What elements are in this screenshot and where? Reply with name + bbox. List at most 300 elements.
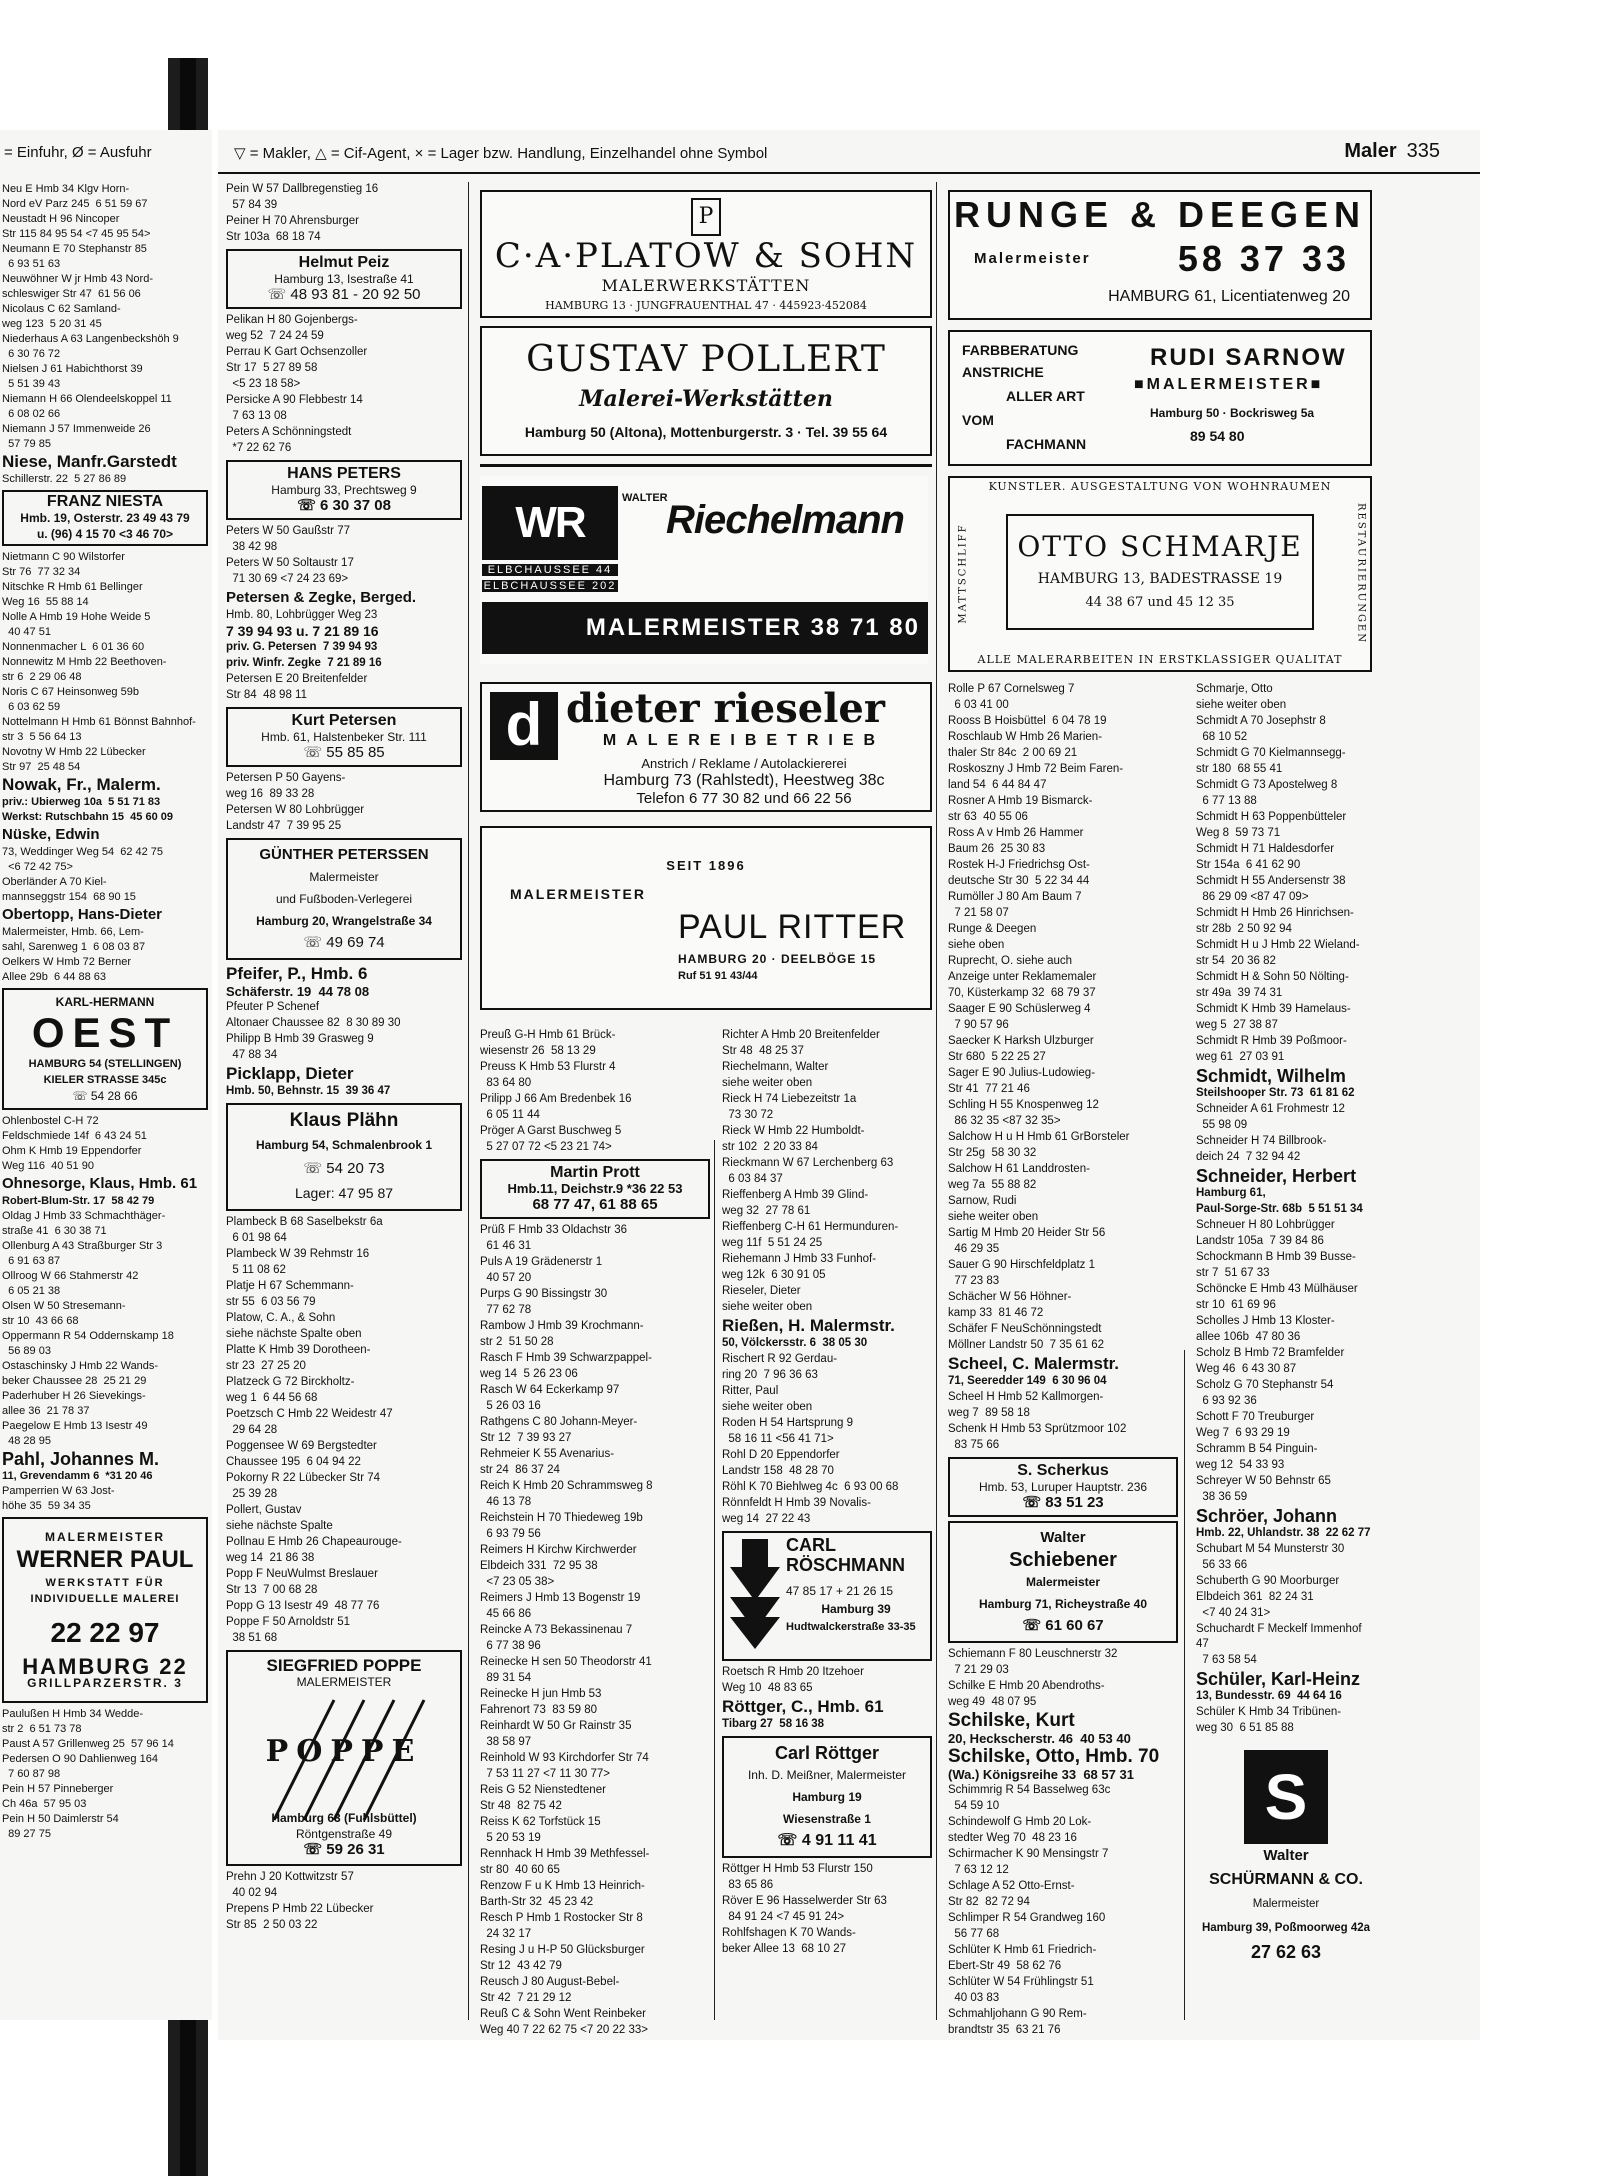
listing-line: 6 03 62 59 (2, 701, 61, 713)
column-5 (1196, 682, 1376, 1964)
col5-list-e (1196, 1705, 1376, 1736)
listing-line: Schlüter W 54 Frühlingstr 51 (948, 1976, 1094, 1988)
col3-list-a (722, 1028, 932, 1315)
mp-name: Martin Prott (550, 1164, 640, 1181)
listing-line: Str 84 48 98 11 (226, 689, 307, 701)
crt-line3: Wiesenstraße 1 (783, 1812, 871, 1826)
header-rule (218, 172, 1480, 174)
listing-line: Olsen W 50 Stresemann- (2, 1300, 126, 1312)
listing-petersen-zegke: Petersen & Zegke, Berged. (226, 589, 417, 606)
listing-line: Schlimper R 54 Grandweg 160 (948, 1912, 1106, 1924)
riech-tel: MALERMEISTER 38 71 80 (482, 602, 928, 654)
listing-line: Reimers J Hmb 13 Bogenstr 19 (480, 1592, 641, 1604)
listing-line: Pein H 50 Daimlerstr 54 (2, 1813, 119, 1825)
ad-s-scherkus (948, 1457, 1178, 1517)
listing-line: Roskoszny J Hmb 72 Beim Faren- (948, 763, 1124, 775)
listing-line: str 2 6 51 73 78 (2, 1723, 82, 1735)
listing-line: 56 77 68 (948, 1928, 1000, 1940)
ritter-name: PAUL RITTER (678, 908, 907, 946)
listing-line: 40 47 51 (2, 626, 51, 638)
pfeifer-line1: Schäferstr. 19 44 78 08 (226, 984, 370, 999)
os-top: KUNSTLER. AUSGESTALTUNG VON WOHNRAUMEN (988, 480, 1332, 493)
listing-line: Str 115 84 95 54 <7 45 95 54> (2, 228, 151, 240)
rs-tel: 89 54 80 (1190, 428, 1245, 444)
peiz-tel-text: 48 93 81 - 20 92 50 (290, 286, 421, 303)
listing-line: Richter A Hmb 20 Breitenfelder (722, 1029, 880, 1041)
listing-line: Reimers H Kirchw Kirchwerder (480, 1544, 637, 1556)
listing-line: Reinecke H jun Hmb 53 (480, 1688, 602, 1700)
col-separator-mid (714, 1140, 715, 2020)
listing-line: 45 66 86 (480, 1608, 532, 1620)
schilske-otto-line1: (Wa.) Königsreihe 33 68 57 31 (948, 1767, 1134, 1782)
listing-line: 71 30 69 <7 24 23 69> (226, 573, 349, 585)
listing-line: Rennhack H Hmb 39 Methfessel- (480, 1848, 650, 1860)
obertopp-line1: Malermeister, Hmb. 66, Lem- (2, 926, 144, 938)
ritter-addr: HAMBURG 20 · DEELBÖGE 15 (678, 952, 877, 966)
listing-line: Reinhardt W 50 Gr Rainstr 35 (480, 1720, 632, 1732)
listing-line: Novotny W Hmb 22 Lübecker (2, 746, 146, 758)
ad-carl-roeschmann (722, 1531, 932, 1661)
main-page (218, 130, 1480, 2040)
listing-line: str 10 43 66 68 (2, 1315, 79, 1327)
listing-line: 6 93 51 63 (2, 258, 61, 270)
previous-page (0, 130, 212, 2020)
listing-line: Str 154a 6 41 62 90 (1196, 859, 1301, 871)
ad-otto-schmarje (948, 476, 1372, 672)
listing-line: Pedersen O 90 Dahlienweg 164 (2, 1753, 158, 1765)
listing-line: Neumann E 70 Stephanstr 85 (2, 243, 147, 255)
listing-line: Schmahljohann G 90 Rem- (948, 2008, 1087, 2020)
listing-obertopp: Obertopp, Hans-Dieter (2, 906, 163, 923)
col-separator-3 (1184, 1350, 1185, 2020)
listing-line: Puls A 19 Grädenerstr 1 (480, 1256, 603, 1268)
listing-line: deich 24 7 32 94 42 (1196, 1151, 1301, 1163)
listing-line: Schmarje, Otto (1196, 683, 1273, 695)
rs-name: RUDI SARNOW (1150, 344, 1347, 371)
listing-line: Oldag J Hmb 33 Schmachthäger- (2, 1210, 166, 1222)
listing-line: 29 64 28 (226, 1424, 278, 1436)
listing-line: Möllner Landstr 50 7 35 61 62 (948, 1339, 1104, 1351)
listing-line: Weg 16 55 88 14 (2, 596, 89, 608)
cr-name2: RÖSCHMANN (786, 1555, 905, 1575)
listing-line: straße 41 6 30 38 71 (2, 1225, 107, 1237)
mp-line1: Hmb.11, Deichstr.9 *36 22 53 (507, 1181, 683, 1196)
listing-line: weg 1 6 44 56 68 (226, 1392, 318, 1404)
listing-line: Feldschmiede 14f 6 43 24 51 (2, 1130, 147, 1142)
listing-line: siehe nächste Spalte (226, 1520, 333, 1532)
oest-line1: HAMBURG 54 (STELLINGEN) (28, 1058, 182, 1070)
oest-name: OEST (31, 1009, 179, 1056)
listing-line: Pokorny R 22 Lübecker Str 74 (226, 1472, 381, 1484)
listing-line: siehe nächste Spalte oben (226, 1328, 362, 1340)
listing-line: Landstr 158 48 28 70 (722, 1465, 834, 1477)
crt-tel-text: 4 91 11 41 (801, 1832, 877, 1849)
left-list-2 (2, 550, 208, 774)
listing-line: Röhl K 70 Biehlweg 4c 6 93 00 68 (722, 1481, 899, 1493)
listing-line: 7 63 12 12 (948, 1864, 1009, 1876)
crt-line1: Inh. D. Meißner, Malermeister (747, 1768, 907, 1782)
listing-line: Pein W 57 Dallbregenstieg 16 (226, 183, 379, 195)
phone-icon: ☏ (267, 286, 291, 303)
listing-line: Petersen E 20 Breitenfelder (226, 673, 368, 685)
listing-line: Anzeige unter Reklamemaler (948, 971, 1097, 983)
listing-line: Pröger A Garst Buschweg 5 (480, 1125, 622, 1137)
listing-line: Prehn J 20 Kottwitzstr 57 (226, 1871, 354, 1883)
oest-top: KARL-HERMANN (55, 995, 155, 1009)
listing-line: 6 03 84 37 (722, 1173, 783, 1185)
listing-line: Chaussee 195 6 04 94 22 (226, 1456, 361, 1468)
listing-line: Str 48 82 75 42 (480, 1800, 562, 1812)
listing-line: 58 16 11 <56 41 71> (722, 1433, 834, 1445)
listing-line: Oberländer A 70 Kiel- (2, 876, 107, 888)
listing-line: 86 32 35 <87 32 35> (948, 1115, 1061, 1127)
listing-line: weg 14 21 86 38 (226, 1552, 315, 1564)
ad-rudi-sarnow (948, 330, 1372, 466)
crt-name: Carl Röttger (774, 1743, 879, 1763)
ad-riechelmann (480, 476, 928, 664)
sp-line1: MALERMEISTER (296, 1675, 392, 1689)
listing-line: Str 17 5 27 89 58 (226, 362, 318, 374)
sp-logo-text: POPPE (265, 1734, 423, 1769)
col1-list-f (226, 1000, 462, 1063)
listing-schmidt-wilhelm: Schmidt, Wilhelm (1196, 1066, 1346, 1086)
hp-tel-text: 6 30 37 08 (320, 497, 391, 514)
col4-list-d (948, 1783, 1178, 2038)
listing-line: Schiemann F 80 Leuschnerstr 32 (948, 1648, 1118, 1660)
ad-siegfried-poppe (226, 1650, 462, 1866)
listing-line: Str 48 48 25 37 (722, 1045, 804, 1057)
ohnesorge-line1: Robert-Blum-Str. 17 58 42 79 (2, 1195, 155, 1207)
wsc-mm: Malermeister (1252, 1898, 1320, 1910)
listing-line: 5 26 03 16 (480, 1400, 541, 1412)
listing-line: 6 77 13 88 (1196, 795, 1257, 807)
listing-picklapp: Picklapp, Dieter (226, 1064, 354, 1083)
listing-line: Röver E 96 Hasselwerder Str 63 (722, 1895, 887, 1907)
listing-line: Ollenburg A 43 Straßburger Str 3 (2, 1240, 163, 1252)
col1-list-g (226, 1215, 462, 1646)
col1-list-b (226, 313, 462, 456)
listing-line: Rolle P 67 Cornelsweg 7 (948, 683, 1075, 695)
listing-line: Ross A v Hmb 26 Hammer (948, 827, 1084, 839)
listing-line: Preuß G-H Hmb 61 Brück- (480, 1029, 616, 1041)
listing-line: Scholz G 70 Stephanstr 54 (1196, 1379, 1334, 1391)
ad-franz-niesta (2, 490, 208, 546)
gp-line2: und Fußboden-Verlegerei (275, 892, 413, 906)
listing-line: 6 91 63 87 (2, 1255, 61, 1267)
listing-line: Rieseler, Dieter (722, 1285, 801, 1297)
listing-line: Ostaschinsky J Hmb 22 Wands- (2, 1360, 159, 1372)
listing-line: brandtstr 35 63 21 76 (948, 2024, 1061, 2036)
listing-schueler: Schüler, Karl-Heinz (1196, 1669, 1361, 1689)
listing-line: <5 23 18 58> (226, 378, 301, 390)
niesta-line1: Hmb. 19, Osterstr. 23 49 43 79 (20, 511, 190, 525)
listing-line: Str 680 5 22 25 27 (948, 1051, 1046, 1063)
col1-list-c (226, 524, 462, 587)
column-1 (226, 182, 462, 1934)
listing-line: siehe weiter oben (722, 1077, 813, 1089)
listing-line: thaler Str 84c 2 00 69 21 (948, 747, 1078, 759)
listing-line: Saager E 90 Schüslerweg 4 (948, 1003, 1091, 1015)
listing-line: Reichstein H 70 Thiedeweg 19b (480, 1512, 643, 1524)
listing-line: Schmidt A 70 Josephstr 8 (1196, 715, 1326, 727)
listing-line: Riechelmann, Walter (722, 1061, 829, 1073)
scheel-line1: 71, Seeredder 149 6 30 96 04 (948, 1375, 1107, 1387)
ad-runge-deegen (948, 190, 1372, 320)
listing-line: beker Allee 13 68 10 27 (722, 1943, 847, 1955)
os-side-left: MATTSCHLIFF (957, 523, 969, 624)
listing-line: 38 58 97 (480, 1736, 532, 1748)
listing-line: Schneider A 61 Frohmestr 12 (1196, 1103, 1345, 1115)
listing-line: Rischert R 92 Gerdau- (722, 1353, 838, 1365)
listing-line: 46 13 78 (480, 1496, 532, 1508)
listing-line: Niederhaus A 63 Langenbeckshöh 9 (2, 333, 179, 345)
listing-line: Röttger H Hmb 53 Flurstr 150 (722, 1863, 873, 1875)
listing-line: Allee 29b 6 44 88 63 (2, 971, 106, 983)
listing-line: Schuchardt F Meckelf Immenhof 47 (1196, 1623, 1365, 1650)
listing-line: Reuß C & Sohn Went Reinbeker (480, 2008, 646, 2020)
ritter-seit: SEIT 1896 (666, 858, 746, 873)
listing-line: Schöncke E Hmb 43 Mülhäuser (1196, 1283, 1358, 1295)
listing-line: 89 27 75 (2, 1828, 51, 1840)
riech-street2: ELBCHAUSSEE 202 (483, 580, 617, 592)
hp-line1: Hamburg 33, Prechtsweg 9 (271, 483, 417, 497)
listing-line: Pein H 57 Pinneberger (2, 1783, 114, 1795)
listing-line: Schramm B 54 Pinguin- (1196, 1443, 1318, 1455)
listing-line: 25 39 28 (226, 1488, 278, 1500)
kpl-line1: Hamburg 54, Schmalenbrook 1 (255, 1138, 433, 1152)
listing-line: str 180 68 55 41 (1196, 763, 1283, 775)
listing-line: Poggensee W 69 Bergstedter (226, 1440, 377, 1452)
wp-line2: INDIVIDUELLE MALEREI (30, 1593, 180, 1605)
listing-line: str 24 86 37 24 (480, 1464, 560, 1476)
listing-line: Reis G 52 Nienstedtener (480, 1784, 606, 1796)
rd-addr: HAMBURG 61, Licentiatenweg 20 (1108, 288, 1350, 305)
listing-line: 68 10 52 (1196, 731, 1248, 743)
listing-line: str 7 51 67 33 (1196, 1267, 1270, 1279)
listing-line: Schmidt G 70 Kielmannsegg- (1196, 747, 1346, 759)
listing-line: Purps G 90 Bissingstr 30 (480, 1288, 608, 1300)
listing-line: Rehmeier K 55 Avenarius- (480, 1448, 615, 1460)
listing-line: land 54 6 44 84 47 (948, 779, 1047, 791)
listing-line: Petersen P 50 Gayens- (226, 772, 346, 784)
ad-paul-ritter (480, 826, 932, 1010)
listing-line: Weg 116 40 51 90 (2, 1160, 94, 1172)
picklapp-line1: Hmb. 50, Behnstr. 15 39 36 47 (226, 1085, 391, 1097)
listing-line: Pollert, Gustav (226, 1504, 302, 1516)
listing-line: 24 32 17 (480, 1928, 532, 1940)
listing-line: Platow, C. A., & Sohn (226, 1312, 336, 1324)
listing-line: 46 29 35 (948, 1243, 1000, 1255)
listing-line: Oppermann R 54 Oddernskamp 18 (2, 1330, 174, 1342)
listing-line: Ollroog W 66 Stahmerstr 42 (2, 1270, 139, 1282)
listing-line: weg 14 27 22 43 (722, 1513, 811, 1525)
listing-line: Str 82 82 72 94 (948, 1896, 1030, 1908)
listing-line: allee 36 21 78 37 (2, 1405, 90, 1417)
schroeer-line1: Hmb. 22, Uhlandstr. 38 22 62 77 (1196, 1527, 1371, 1539)
peiz-line1: Hamburg 13, Isestraße 41 (274, 272, 414, 286)
listing-line: Reinhold W 93 Kirchdorfer Str 74 (480, 1752, 649, 1764)
listing-line: Reinecke H sen 50 Theodorstr 41 (480, 1656, 652, 1668)
peiz-name: Helmut Peiz (298, 254, 390, 271)
crt-line2: Hamburg 19 (792, 1790, 862, 1804)
listing-line: Peters W 50 Soltaustr 17 (226, 557, 354, 569)
arrow-logo-icon (730, 1539, 780, 1649)
listing-schilske-otto: Schilske, Otto, Hmb. 70 (948, 1746, 1160, 1767)
rs-mm-text: MALERMEISTER (1146, 376, 1311, 393)
kp-tel (232, 745, 456, 761)
platow-name: C·A·PLATOW & SOHN (494, 236, 918, 276)
schneider-line1: Hamburg 61, (1196, 1187, 1266, 1199)
col1-list-a (226, 182, 462, 245)
ritter-mm: MALERMEISTER (510, 886, 646, 902)
wp-tel: 22 22 97 (50, 1617, 160, 1648)
listing-roettger: Röttger, C., Hmb. 61 (722, 1697, 884, 1716)
listing-line: weg 11f 5 51 24 25 (722, 1237, 823, 1249)
listing-line: Preuss K Hmb 53 Flurstr 4 (480, 1061, 616, 1073)
platow-addr: HAMBURG 13 · JUNGFRAUENTHAL 47 · 445923·452084 (545, 299, 867, 312)
pollert-sub: Malerei-Werkstätten (579, 386, 833, 412)
listing-line: str 28b 2 50 92 94 (1196, 923, 1292, 935)
ws-tel-text: 61 60 67 (1045, 1617, 1104, 1634)
section-title: Maler (1344, 140, 1397, 162)
riech-street1: ELBCHAUSSEE 44 (482, 564, 618, 576)
listing-line: Popp G 13 Isestr 49 48 77 76 (226, 1600, 380, 1612)
listing-line: Saecker K Harksh Ulzburger (948, 1035, 1094, 1047)
listing-line: Reiss K 62 Torfstück 15 (480, 1816, 601, 1828)
phone-icon: ☏ (303, 934, 327, 951)
niesta-line2: u. (96) 4 15 70 <3 46 70> (36, 527, 174, 541)
left-list-8 (2, 1707, 208, 1841)
ws-walter: Walter (1040, 1529, 1086, 1546)
col5-list-a (1196, 682, 1376, 1065)
listing-line: Sager E 90 Julius-Ludowieg- (948, 1067, 1096, 1079)
kpl-name: Klaus Plähn (289, 1110, 399, 1131)
listing-line: Popp F NeuWulmst Breslauer (226, 1568, 378, 1580)
listing-line: schleswiger Str 47 61 56 06 (2, 288, 141, 300)
ss-name: S. Scherkus (1017, 1462, 1109, 1479)
ws-name: Schiebener (1009, 1549, 1117, 1571)
listing-line: Salchow H 61 Landdrosten- (948, 1163, 1090, 1175)
listing-line: Neuwöhner W jr Hmb 43 Nord- (2, 273, 153, 285)
listing-line: 38 36 59 (1196, 1491, 1248, 1503)
listing-line: 83 64 80 (480, 1077, 532, 1089)
listing-line: weg 14 5 26 23 06 (480, 1368, 578, 1380)
col5-list-b (1196, 1102, 1376, 1165)
wp-line1: WERKSTATT FÜR (45, 1577, 165, 1589)
niesta-title: FRANZ NIESTA (46, 493, 164, 510)
col3-list-c (722, 1665, 932, 1696)
listing-line: Landstr 47 7 39 95 25 (226, 820, 342, 832)
cr-name1: CARL (786, 1535, 836, 1555)
rs-left1: FARBBERATUNG (962, 342, 1079, 358)
listing-line: Ruprecht, O. siehe auch (948, 955, 1073, 967)
listing-line: beker Chaussee 28 25 21 29 (2, 1375, 147, 1387)
listing-line: Resch P Hmb 1 Rostocker Str 8 (480, 1912, 643, 1924)
oest-tel-text: 54 28 66 (90, 1089, 138, 1103)
listing-line: 84 91 24 <7 45 91 24> (722, 1911, 845, 1923)
listing-line: weg 7a 55 88 82 (948, 1179, 1037, 1191)
listing-line: 38 42 98 (226, 541, 278, 553)
ad-klaus-plaehn (226, 1103, 462, 1211)
listing-line: str 49a 39 74 31 (1196, 987, 1283, 999)
listing-line: Petersen W 80 Lohbrügger (226, 804, 365, 816)
rieseler-line2: Hamburg 73 (Rahlstedt), Heestweg 38c (603, 772, 885, 789)
listing-riessen: Rießen, H. Malermstr. (722, 1316, 895, 1335)
listing-line: 7 53 11 27 <7 11 30 77> (480, 1768, 611, 1780)
sp-tel (232, 1842, 456, 1858)
wsc-tel: 27 62 63 (1250, 1942, 1322, 1962)
listing-line: str 3 5 56 64 13 (2, 731, 82, 743)
left-list-5 (2, 1114, 208, 1173)
roettger-line1: Tibarg 27 58 16 38 (722, 1718, 825, 1730)
listing-line: 5 27 07 72 <5 23 21 74> (480, 1141, 612, 1153)
listing-line: Sauer G 90 Hirschfeldplatz 1 (948, 1259, 1096, 1271)
rs-left3: ALLER ART (1006, 388, 1085, 404)
platow-logo-icon: P (691, 198, 721, 236)
listing-line: höhe 35 59 34 35 (2, 1500, 91, 1512)
col4-list-c (948, 1647, 1178, 1710)
listing-line: weg 12 54 33 93 (1196, 1459, 1285, 1471)
hp-tel (232, 498, 456, 514)
listing-line: siehe weiter oben (722, 1401, 813, 1413)
listing-line: str 6 2 29 06 48 (2, 671, 82, 683)
listing-line: Ritter, Paul (722, 1385, 779, 1397)
listing-line: weg 30 6 51 85 88 (1196, 1722, 1294, 1734)
listing-line: Str 103a 68 18 74 (226, 231, 321, 243)
listing-line: siehe weiter oben (722, 1301, 813, 1313)
listing-line: siehe weiter oben (948, 1211, 1039, 1223)
listing-line: Rieffenberg C-H 61 Hermunduren- (722, 1221, 899, 1233)
listing-line: Nielsen J 61 Habichthorst 39 (2, 363, 143, 375)
listing-schilske: Schilske, Kurt (948, 1710, 1075, 1731)
listing-line: Schuberth G 90 Moorburger (1196, 1575, 1340, 1587)
listing-line: Scholles J Hmb 13 Kloster- (1196, 1315, 1335, 1327)
listing-line: Schimmrig R 54 Basselweg 63c (948, 1784, 1111, 1796)
peiz-tel (232, 287, 456, 303)
wp-city: HAMBURG 22 (22, 1654, 188, 1679)
listing-line: 6 01 98 64 (226, 1232, 287, 1244)
listing-line: str 63 40 55 06 (948, 811, 1028, 823)
listing-line: Renzow F u K Hmb 13 Heinrich- (480, 1880, 645, 1892)
listing-line: Weg 7 6 93 29 19 (1196, 1427, 1290, 1439)
ss-line1: Hmb. 53, Luruper Hauptstr. 236 (978, 1480, 1148, 1494)
rieseler-name: dieter rieseler (566, 685, 885, 732)
listing-line: weg 7 89 58 18 (948, 1407, 1030, 1419)
listing-line: Schneider H 74 Billbrook- (1196, 1135, 1327, 1147)
listing-line: 54 59 10 (948, 1800, 1000, 1812)
rs-mm: ■MALERMEISTER■ (1134, 376, 1324, 393)
listing-line: 40 02 94 (226, 1887, 278, 1899)
col2-list-b (480, 1223, 710, 2038)
listing-line: Nietmann C 90 Wilstorfer (2, 551, 125, 563)
left-page-column (2, 182, 208, 1842)
cr-line1: 47 85 17 + 21 26 15 (786, 1584, 894, 1598)
listing-line: Reusch J 80 August-Bebel- (480, 1976, 620, 1988)
listing-line: Platzeck G 72 Birckholtz- (226, 1376, 355, 1388)
listing-line: mannseggstr 154 68 90 15 (2, 891, 136, 903)
listing-line: weg 32 27 78 61 (722, 1205, 811, 1217)
listing-line: Runge & Deegen (948, 923, 1037, 935)
listing-line: Schmidt H 71 Haldesdorfer (1196, 843, 1335, 855)
listing-line: Weg 8 59 73 71 (1196, 827, 1281, 839)
sp-tel-text: 59 26 31 (326, 1841, 385, 1858)
schilske-line1: 20, Heckscherstr. 46 40 53 40 (948, 1731, 1131, 1746)
os-side-right: RESTAURIERUNGEN (1355, 503, 1367, 644)
listing-line: Peters W 50 Gaußstr 77 (226, 525, 350, 537)
listing-line: str 23 27 25 20 (226, 1360, 306, 1372)
left-page-header: = Einfuhr, Ø = Ausfuhr (4, 144, 152, 161)
gp-name: GÜNTHER PETERSSEN (259, 846, 429, 863)
